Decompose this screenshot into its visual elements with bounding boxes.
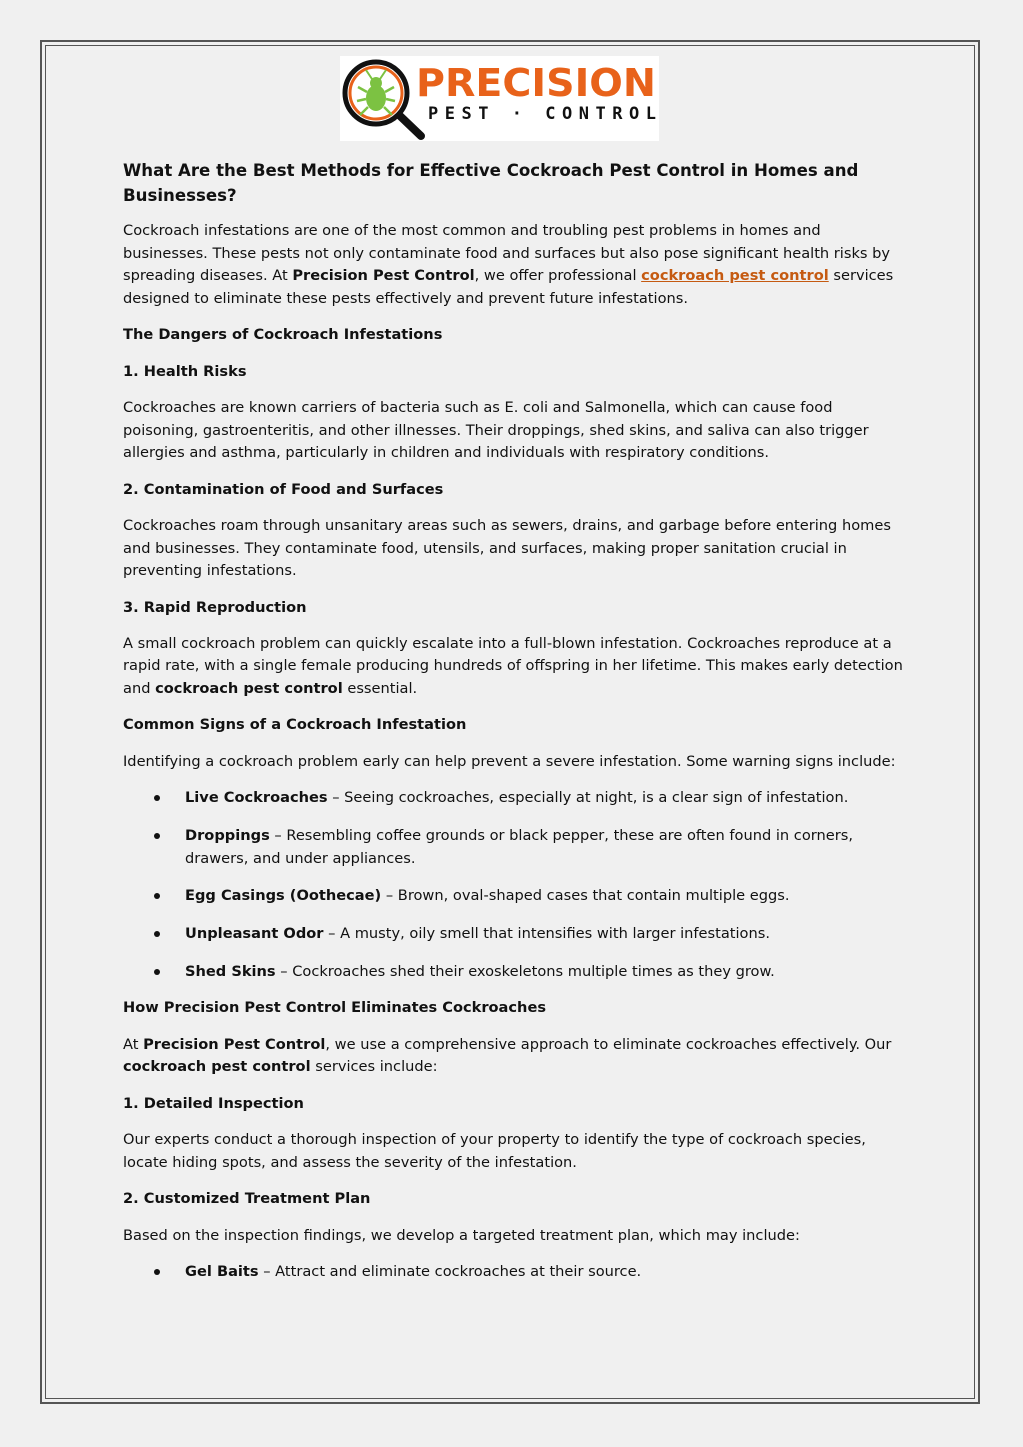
logo-brand-top: PRECISION bbox=[416, 61, 656, 105]
reproduction-bold: cockroach pest control bbox=[155, 680, 343, 698]
intro-text-2: , we offer professional bbox=[474, 267, 642, 285]
cockroach-pest-control-link[interactable]: cockroach pest control bbox=[641, 267, 829, 285]
method-intro-brand: Precision Pest Control bbox=[143, 1035, 326, 1053]
method-intro bbox=[123, 1034, 903, 1079]
treatment-desc: – Attract and eliminate cockroaches at their source. bbox=[258, 1262, 642, 1280]
bullet-icon bbox=[154, 893, 160, 899]
reproduction-text-1: A small cockroach problem can quickly escalate into a full-blown infestation. Cockroaches reproduce at a rapid rate, with a single female producing hundreds of offspring in her lifetime. This makes early detection and bbox=[123, 634, 903, 698]
signs-list bbox=[123, 787, 903, 983]
method-intro-3: services include: bbox=[310, 1058, 438, 1076]
bullet-icon bbox=[154, 1269, 160, 1275]
signs-heading: Common Signs of a Cockroach Infestation bbox=[123, 716, 467, 734]
reproduction-heading: 3. Rapid Reproduction bbox=[123, 598, 307, 616]
contamination-heading: 2. Contamination of Food and Surfaces bbox=[123, 480, 444, 498]
intro-brand: Precision Pest Control bbox=[292, 267, 475, 285]
health-risks-heading: 1. Health Risks bbox=[123, 362, 247, 380]
sign-term: Shed Skins bbox=[185, 962, 276, 980]
sign-term: Unpleasant Odor bbox=[185, 925, 324, 943]
list-item bbox=[123, 923, 903, 946]
list-item bbox=[123, 825, 903, 870]
reproduction-paragraph bbox=[123, 633, 903, 701]
bullet-icon bbox=[154, 931, 160, 937]
intro-paragraph bbox=[123, 220, 903, 310]
inspection-text: Our experts conduct a thorough inspection of your property to identify the type of cockroach species, locate hiding spots, and assess the severity of the infestation. bbox=[123, 1131, 866, 1171]
treatment-list bbox=[123, 1261, 903, 1284]
dangers-heading: The Dangers of Cockroach Infestations bbox=[123, 326, 443, 344]
treatment-plan-text: Based on the inspection findings, we develop a targeted treatment plan, which may include: bbox=[123, 1226, 800, 1244]
list-item bbox=[123, 885, 903, 908]
sign-desc: – Seeing cockroaches, especially at night, is a clear sign of infestation. bbox=[327, 789, 849, 807]
list-item bbox=[123, 1261, 903, 1284]
bullet-icon bbox=[154, 795, 160, 801]
sign-term: Egg Casings (Oothecae) bbox=[185, 887, 382, 905]
sign-term: Live Cockroaches bbox=[185, 789, 328, 807]
sign-term: Droppings bbox=[185, 827, 270, 845]
bullet-icon bbox=[154, 833, 160, 839]
method-heading: How Precision Pest Control Eliminates Cockroaches bbox=[123, 999, 547, 1017]
sign-desc: – Resembling coffee grounds or black pepper, these are often found in corners, drawers, and under appliances. bbox=[185, 827, 853, 867]
contamination-text: Cockroaches roam through unsanitary areas such as sewers, drains, and garbage before entering homes and businesses. They contaminate food, utensils, and surfaces, making proper sanitation crucial in preventing infestations. bbox=[123, 516, 891, 580]
sign-desc: – Cockroaches shed their exoskeletons multiple times as they grow. bbox=[275, 962, 775, 980]
magnifier-handle-icon bbox=[398, 114, 421, 136]
treatment-term: Gel Baits bbox=[185, 1262, 259, 1280]
bullet-icon bbox=[154, 969, 160, 975]
inspection-heading: 1. Detailed Inspection bbox=[123, 1094, 304, 1112]
intro-text-1: Cockroach infestations are one of the most common and troubling pest problems in homes and businesses. These pests not only contaminate food and surfaces but also pose significant health risks by spreading diseases. At bbox=[123, 222, 891, 285]
method-intro-1: At bbox=[123, 1035, 144, 1053]
signs-intro: Identifying a cockroach problem early can help prevent a severe infestation. Some warning signs include: bbox=[123, 752, 896, 770]
list-item bbox=[123, 961, 903, 984]
sign-desc: – Brown, oval-shaped cases that contain multiple eggs. bbox=[381, 887, 790, 905]
intro-text-3: services designed to eliminate these pests effectively and prevent future infestations. bbox=[123, 267, 894, 307]
article-title: What Are the Best Methods for Effective Cockroach Pest Control in Homes and Businesses? bbox=[123, 161, 859, 205]
reproduction-text-2: essential. bbox=[342, 680, 418, 698]
logo-brand-bottom: PEST · CONTROL bbox=[428, 104, 656, 124]
logo-graphic bbox=[340, 56, 659, 141]
health-risks-text: Cockroaches are known carriers of bacteria such as E. coli and Salmonella, which can cause food poisoning, gastroenteritis, and other illnesses. Their droppings, shed skins, and saliva can also trigger allergies and asthma, particularly in children and individuals with respiratory conditions. bbox=[123, 398, 869, 462]
article bbox=[123, 158, 903, 1297]
company-logo bbox=[340, 56, 659, 141]
sign-desc: – A musty, oily smell that intensifies with larger infestations. bbox=[323, 925, 770, 943]
method-intro-2: , we use a comprehensive approach to eliminate cockroaches effectively. Our bbox=[325, 1035, 892, 1053]
treatment-plan-heading: 2. Customized Treatment Plan bbox=[123, 1190, 371, 1208]
method-intro-bold: cockroach pest control bbox=[123, 1058, 311, 1076]
list-item bbox=[123, 787, 903, 810]
